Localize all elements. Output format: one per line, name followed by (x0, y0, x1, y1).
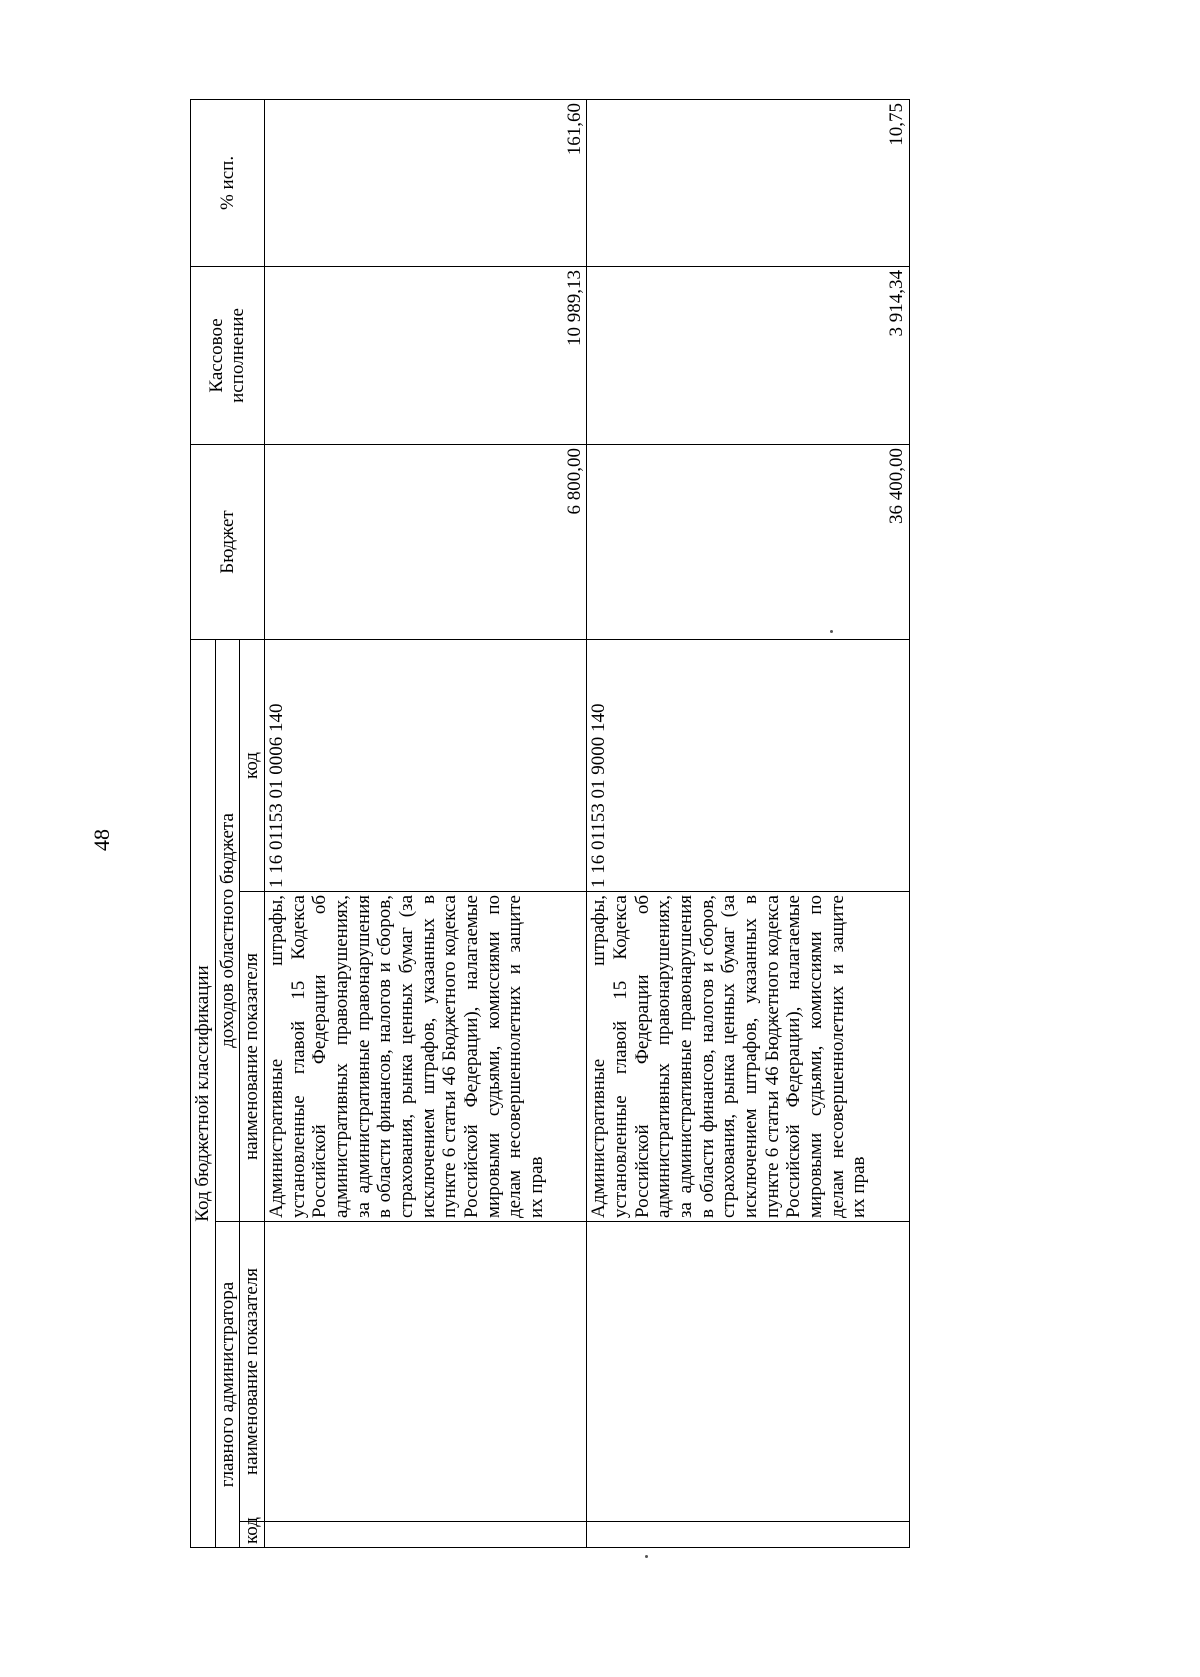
page-number: 48 (89, 829, 114, 851)
row-admin-name (264, 1222, 587, 1522)
header-admin-indicator-name: наименование показателя (240, 1222, 265, 1522)
row-percent: 161,60 (264, 99, 587, 266)
row-admin-code (264, 1522, 587, 1548)
row-budget: 36 400,00 (587, 444, 910, 639)
header-regional-budget-income: доходов областного бюджета (215, 639, 240, 1221)
row-cash-execution: 3 914,34 (587, 266, 910, 444)
row-income-name: Административные штрафы, установленные главой 15 Кодекса Российской Федерации об административных правонарушениях, за административные правонарушения в области финансов, налогов и сборов, страхования, рынка ценных бумаг (за исключением штрафов, указанных в пункте 6 статьи 46 Бюджетного кодекса Российской Федерации), налагаемые мировыми судьями, комиссиями по делам несовершеннолетних и защите их прав (587, 892, 910, 1222)
row-cash-execution: 10 989,13 (264, 266, 587, 444)
row-percent: 10,75 (587, 99, 910, 266)
header-income-indicator-name: наименование показателя (240, 892, 265, 1222)
header-cash-execution: Кассовое исполнение (191, 266, 265, 444)
budget-table-rotated (190, 100, 910, 1548)
scan-speck (645, 1555, 648, 1558)
row-income-code: 1 16 01153 01 9000 140 (587, 639, 910, 891)
header-admin-code: код (240, 1522, 265, 1548)
table-row (264, 99, 587, 1547)
row-budget: 6 800,00 (264, 444, 587, 639)
header-main-admin: главного администратора (215, 1222, 240, 1548)
row-income-code: 1 16 01153 01 0006 140 (264, 639, 587, 891)
row-admin-name (587, 1222, 910, 1522)
budget-table (190, 99, 910, 1548)
row-income-name: Административные штрафы, установленные главой 15 Кодекса Российской Федерации об административных правонарушениях, за административные правонарушения в области финансов, налогов и сборов, страхования, рынка ценных бумаг (за исключением штрафов, указанных в пункте 6 статьи 46 Бюджетного кодекса Российской Федерации), налагаемые мировыми судьями, комиссиями по делам несовершеннолетних и защите их прав (264, 892, 587, 1222)
header-budget: Бюджет (191, 444, 265, 639)
table-row (587, 99, 910, 1547)
row-admin-code (587, 1522, 910, 1548)
header-income-code: код (240, 639, 265, 891)
header-percent: % исп. (191, 99, 265, 266)
header-classification: Код бюджетной классификации (191, 639, 216, 1547)
header-row-1 (191, 99, 216, 1547)
scan-speck (830, 630, 833, 633)
